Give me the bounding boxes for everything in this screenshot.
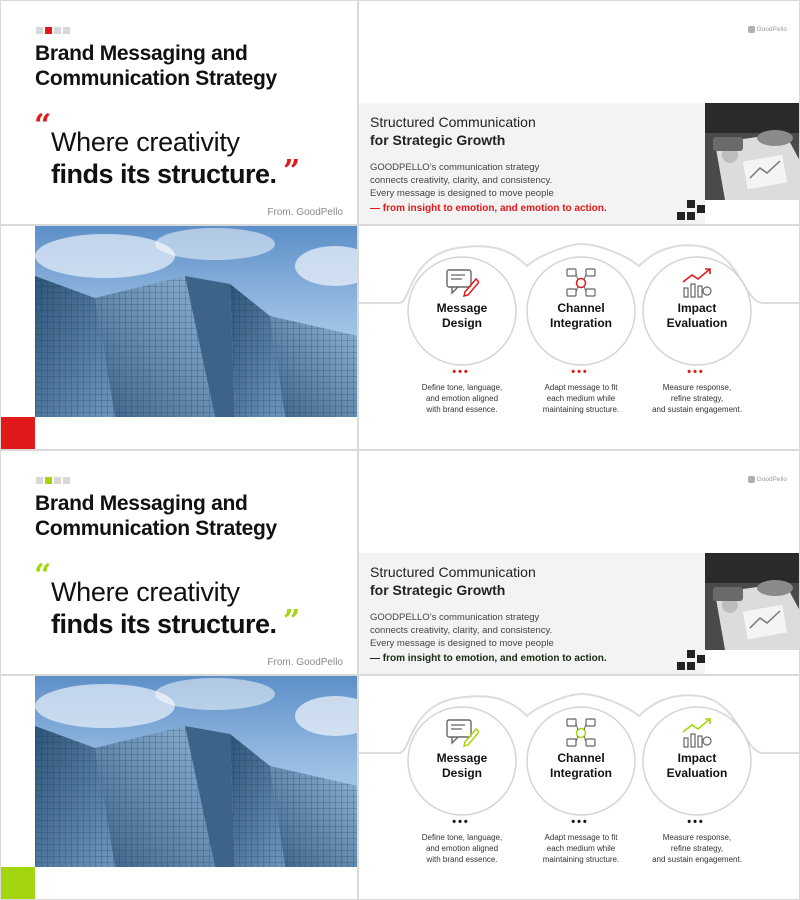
brand-logo bbox=[748, 26, 787, 33]
indicator-square bbox=[36, 27, 43, 34]
indicator-square bbox=[54, 27, 61, 34]
step-dots: ••• bbox=[571, 816, 589, 828]
step-title-line: Message bbox=[436, 301, 488, 315]
slide-title-line: Brand Messaging and bbox=[35, 492, 248, 515]
business-meeting-photo bbox=[705, 103, 800, 200]
step-description-line: and emotion aligned bbox=[425, 394, 499, 403]
channel-network-icon bbox=[564, 266, 598, 300]
body-line: connects creativity, clarity, and consistency. bbox=[370, 625, 553, 636]
panel-heading: Structured Communication bbox=[370, 114, 536, 130]
step-title-line: Message bbox=[436, 751, 488, 765]
step-title-line: Impact bbox=[677, 751, 717, 765]
panel-body bbox=[370, 161, 554, 200]
highlight-line: — from insight to emotion, and emotion to action. bbox=[370, 653, 607, 664]
step-description-line: refine strategy, bbox=[670, 844, 724, 853]
step-title bbox=[407, 751, 517, 781]
step-description bbox=[521, 832, 641, 865]
strategy-slide[interactable] bbox=[358, 0, 800, 225]
step-description-line: Measure response, bbox=[662, 833, 732, 842]
logo-icon bbox=[748, 476, 755, 483]
process-track bbox=[359, 226, 800, 450]
slide-set-green bbox=[0, 450, 800, 900]
step-description-line: Define tone, language, bbox=[421, 833, 503, 842]
slide-indicator bbox=[36, 477, 70, 484]
step-dots: ••• bbox=[571, 366, 589, 378]
indicator-square-active bbox=[45, 477, 52, 484]
title-slide[interactable] bbox=[0, 0, 358, 225]
step-title bbox=[526, 301, 636, 331]
panel-body bbox=[370, 611, 554, 650]
step-description-line: maintaining structure. bbox=[542, 855, 620, 864]
step-description-line: Adapt message to fit bbox=[544, 383, 618, 392]
slide-title bbox=[35, 491, 335, 541]
process-slide[interactable] bbox=[358, 225, 800, 450]
quote-attribution: From. GoodPello bbox=[267, 207, 343, 218]
channel-network-icon bbox=[564, 716, 598, 750]
step-description-line: Adapt message to fit bbox=[544, 833, 618, 842]
strategy-slide[interactable] bbox=[358, 450, 800, 675]
brand-logo bbox=[748, 476, 787, 483]
growth-chart-icon bbox=[680, 266, 714, 300]
slide-indicator bbox=[36, 27, 70, 34]
step-description-line: Measure response, bbox=[662, 383, 732, 392]
step-title-line: Integration bbox=[550, 766, 612, 780]
message-edit-icon bbox=[445, 716, 479, 750]
step-description-line: and sustain engagement. bbox=[652, 855, 742, 864]
body-line: connects creativity, clarity, and consistency. bbox=[370, 175, 553, 186]
step-title bbox=[642, 751, 752, 781]
step-title-line: Channel bbox=[557, 751, 605, 765]
accent-corner-block bbox=[1, 417, 35, 450]
photo-slide[interactable] bbox=[0, 675, 358, 900]
indicator-square bbox=[63, 27, 70, 34]
message-edit-icon bbox=[445, 266, 479, 300]
indicator-square bbox=[63, 477, 70, 484]
quote-line-bold: finds its structure. bbox=[51, 609, 277, 639]
indicator-square bbox=[36, 477, 43, 484]
body-line: Every message is designed to move people bbox=[370, 638, 554, 649]
skyscraper-photo bbox=[35, 226, 358, 417]
step-dots: ••• bbox=[452, 816, 470, 828]
step-description-line: with brand essence. bbox=[426, 855, 498, 864]
step-description-line: each medium while bbox=[546, 394, 616, 403]
panel-heading-bold: for Strategic Growth bbox=[370, 582, 506, 598]
logo-text: GoodPello bbox=[756, 476, 787, 483]
step-description-line: maintaining structure. bbox=[542, 405, 620, 414]
title-slide[interactable] bbox=[0, 450, 358, 675]
step-title-line: Design bbox=[441, 316, 482, 330]
close-quote-mark: ” bbox=[283, 154, 301, 189]
slide-title-line: Communication Strategy bbox=[35, 67, 277, 90]
step-title-line: Evaluation bbox=[666, 316, 728, 330]
step-description-line: and emotion aligned bbox=[425, 844, 499, 853]
step-description-line: with brand essence. bbox=[426, 405, 498, 414]
body-line: Every message is designed to move people bbox=[370, 188, 554, 199]
quote-attribution: From. GoodPello bbox=[267, 657, 343, 668]
indicator-square-active bbox=[45, 27, 52, 34]
step-title bbox=[526, 751, 636, 781]
slide-title bbox=[35, 41, 335, 91]
decorative-pixel-blocks bbox=[677, 650, 705, 674]
step-description-line: each medium while bbox=[546, 844, 616, 853]
logo-text: GoodPello bbox=[756, 26, 787, 33]
step-title-line: Integration bbox=[550, 316, 612, 330]
business-meeting-photo bbox=[705, 553, 800, 650]
body-line: GOODPELLO’s communication strategy bbox=[370, 162, 540, 173]
step-description bbox=[637, 832, 757, 865]
step-description-line: and sustain engagement. bbox=[652, 405, 742, 414]
step-description bbox=[402, 382, 522, 415]
accent-corner-block bbox=[1, 867, 35, 900]
panel-heading-bold: for Strategic Growth bbox=[370, 132, 506, 148]
quote-line: Where creativity bbox=[51, 577, 240, 607]
open-quote-mark: “ bbox=[34, 108, 52, 143]
step-title-line: Impact bbox=[677, 301, 717, 315]
step-title bbox=[642, 301, 752, 331]
step-title-line: Design bbox=[441, 766, 482, 780]
step-description-line: refine strategy, bbox=[670, 394, 724, 403]
slide-title-line: Communication Strategy bbox=[35, 517, 277, 540]
growth-chart-icon bbox=[680, 716, 714, 750]
close-quote-mark: ” bbox=[283, 604, 301, 639]
panel-heading: Structured Communication bbox=[370, 564, 536, 580]
step-dots: ••• bbox=[452, 366, 470, 378]
highlight-line: — from insight to emotion, and emotion to action. bbox=[370, 203, 607, 214]
open-quote-mark: “ bbox=[34, 558, 52, 593]
quote-line-bold: finds its structure. bbox=[51, 159, 277, 189]
indicator-square bbox=[54, 477, 61, 484]
step-description bbox=[637, 382, 757, 415]
step-title-line: Channel bbox=[557, 301, 605, 315]
photo-slide[interactable] bbox=[0, 225, 358, 450]
step-dots: ••• bbox=[687, 816, 705, 828]
slide-title-line: Brand Messaging and bbox=[35, 42, 248, 65]
step-description-line: Define tone, language, bbox=[421, 383, 503, 392]
process-track bbox=[359, 676, 800, 900]
step-title-line: Evaluation bbox=[666, 766, 728, 780]
step-description bbox=[402, 832, 522, 865]
quote-line: Where creativity bbox=[51, 127, 240, 157]
skyscraper-photo bbox=[35, 676, 358, 867]
process-slide[interactable] bbox=[358, 675, 800, 900]
decorative-pixel-blocks bbox=[677, 200, 705, 224]
logo-icon bbox=[748, 26, 755, 33]
step-title bbox=[407, 301, 517, 331]
step-description bbox=[521, 382, 641, 415]
body-line: GOODPELLO’s communication strategy bbox=[370, 612, 540, 623]
step-dots: ••• bbox=[687, 366, 705, 378]
